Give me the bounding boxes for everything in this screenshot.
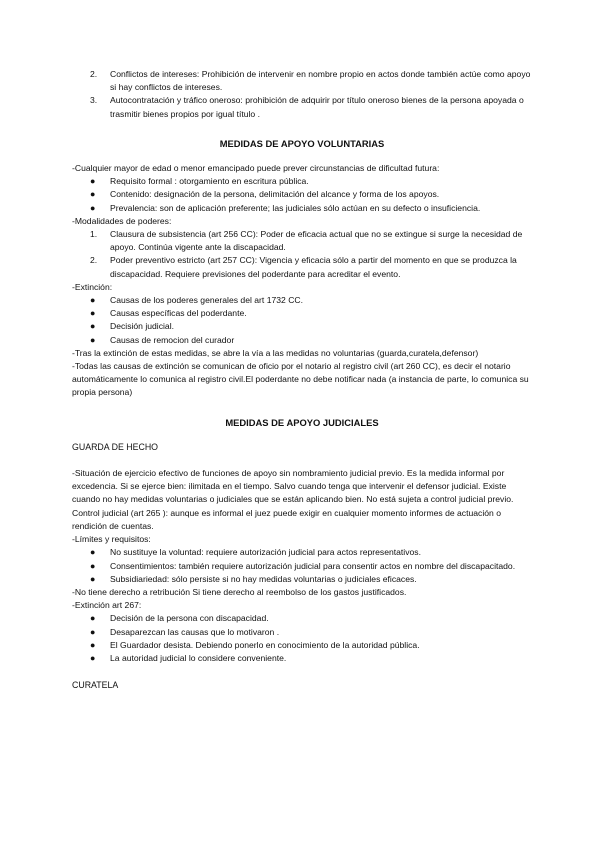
list-item-text: Poder preventivo estricto (art 257 CC): Vigencia y eficacia sólo a partir del momento en que se produzca la discapacidad. Requiere previsiones del poderdante para acreditar el evento. <box>110 255 517 279</box>
section-heading-judiciales: MEDIDAS DE APOYO JUDICIALES <box>225 416 379 428</box>
paragraph-limites-label: -Límites y requisitos: <box>72 534 151 545</box>
paragraph-intro: -Cualquier mayor de edad o menor emancipado puede prever circunstancias de dificultad futura: <box>72 163 440 174</box>
list-item <box>72 546 532 559</box>
list-item <box>72 573 532 586</box>
list-item-text: Prevalencia: son de aplicación preferente; las judiciales sólo actúan en su defecto o insuficiencia. <box>110 202 481 213</box>
bullet-icon: ● <box>90 321 96 332</box>
document-page <box>72 68 532 692</box>
bullet-icon: ● <box>90 652 96 663</box>
list-item-text: El Guardador desista. Debiendo ponerlo en conocimiento de la autoridad pública. <box>110 639 420 650</box>
list-item <box>72 560 532 573</box>
list-item-text: Causas de los poderes generales del art 1732 CC. <box>110 295 303 306</box>
list-item-text: Subsidiariedad: sólo persiste si no hay medidas voluntarias o judiciales eficaces. <box>110 573 417 584</box>
list-number: 2. <box>90 255 98 266</box>
list-item-text: Conflictos de intereses: Prohibición de intervenir en nombre propio en actos donde también actúe como apoyo si hay conflictos de intereses. <box>110 69 531 93</box>
bullet-icon: ● <box>90 547 96 558</box>
list-item-text: Decisión de la persona con discapacidad. <box>110 613 269 624</box>
list-number: 3. <box>90 95 98 106</box>
list-item <box>72 202 532 215</box>
bullet-icon: ● <box>90 176 96 187</box>
bullet-list-limites <box>72 546 532 586</box>
bullet-icon: ● <box>90 202 96 213</box>
list-item <box>72 94 532 120</box>
numbered-list-top <box>72 68 532 121</box>
subheading-curatela: CURATELA <box>72 680 119 691</box>
list-item <box>72 639 532 652</box>
list-item-text: Requisito formal : otorgamiento en escritura pública. <box>110 176 309 187</box>
paragraph-extincion-label: -Extinción: <box>72 281 113 292</box>
list-item <box>72 254 532 280</box>
bullet-icon: ● <box>90 626 96 637</box>
paragraph-todas-causas: -Todas las causas de extinción se comunican de oficio por el notario al registro civil (art 260 CC), es decir el notario automáticamente lo comunica al registro civil.El poderdante no debe notificar nada (a instancia de parte, lo comunica su propia persona) <box>72 361 529 398</box>
list-item <box>72 68 532 94</box>
list-item-text: Consentimientos: también requiere autorización judicial para consentir actos en nombre del discapacitado. <box>110 560 516 571</box>
section-heading-voluntarias: MEDIDAS DE APOYO VOLUNTARIAS <box>219 137 385 149</box>
bullet-icon: ● <box>90 613 96 624</box>
list-item-text: Decisión judicial. <box>110 321 175 332</box>
bullet-icon: ● <box>90 295 96 306</box>
paragraph-extincion-art267-label: -Extinción art 267: <box>72 600 142 611</box>
bullet-list-requisitos <box>72 175 532 215</box>
list-item <box>72 188 532 201</box>
paragraph-situacion: -Situación de ejercicio efectivo de funciones de apoyo sin nombramiento judicial previo. Es la medida informal por excedencia. Si se ejerce bien: ilimitada en el tiempo. Salvo cuando tenga que intervenir el defensor judicial. Existe cuando no hay medidas voluntarias o judiciales que se están aplicando bien. No está sujeta a control judicial previo. Control judicial (art 265 ): aunque es informal el juez puede exigir en cualquier momento informes de actuación o rendición de cuentas. <box>72 468 514 531</box>
list-item-text: No sustituye la voluntad: requiere autorización judicial para actos representativos. <box>110 547 421 558</box>
list-number: 1. <box>90 229 98 240</box>
list-item <box>72 294 532 307</box>
paragraph-tras-extincion: -Tras la extinción de estas medidas, se abre la vía a las medidas no voluntarias (guarda,curatela,defensor) <box>72 347 479 358</box>
bullet-icon: ● <box>90 639 96 650</box>
list-item-text: Clausura de subsistencia (art 256 CC): Poder de eficacia actual que no se extingue si surge la necesidad de apoyo. Continúa vigente ante la discapacidad. <box>110 229 523 253</box>
list-item <box>72 612 532 625</box>
list-item <box>72 228 532 254</box>
bullet-icon: ● <box>90 334 96 345</box>
bullet-icon: ● <box>90 573 96 584</box>
bullet-list-extincion <box>72 294 532 347</box>
list-item-text: Contenido: designación de la persona, delimitación del alcance y forma de los apoyos. <box>110 189 440 200</box>
list-item <box>72 626 532 639</box>
list-number: 2. <box>90 69 98 79</box>
bullet-icon: ● <box>90 560 96 571</box>
list-item-text: La autoridad judicial lo considere conveniente. <box>110 652 287 663</box>
list-item-text: Desaparezcan las causas que lo motivaron . <box>110 626 280 637</box>
list-item <box>72 652 532 665</box>
bullet-list-extincion-guarda <box>72 612 532 665</box>
list-item-text: Causas de remocion del curador <box>110 334 235 345</box>
paragraph-modalidades-label: -Modalidades de poderes: <box>72 215 172 226</box>
list-item <box>72 334 532 347</box>
paragraph-retribucion: -No tiene derecho a retribución Si tiene derecho al reembolso de los gastos justificados. <box>72 586 407 597</box>
bullet-icon: ● <box>90 308 96 319</box>
list-item <box>72 320 532 333</box>
bullet-icon: ● <box>90 189 96 200</box>
numbered-list-modalidades <box>72 228 532 281</box>
subheading-guarda-de-hecho: GUARDA DE HECHO <box>72 441 159 452</box>
list-item-text: Autocontratación y tráfico oneroso: prohibición de adquirir por título oneroso bienes de la persona apoyada o trasmitir bienes propios por igual título . <box>110 95 524 119</box>
list-item <box>72 307 532 320</box>
list-item <box>72 175 532 188</box>
list-item-text: Causas específicas del poderdante. <box>110 308 247 319</box>
